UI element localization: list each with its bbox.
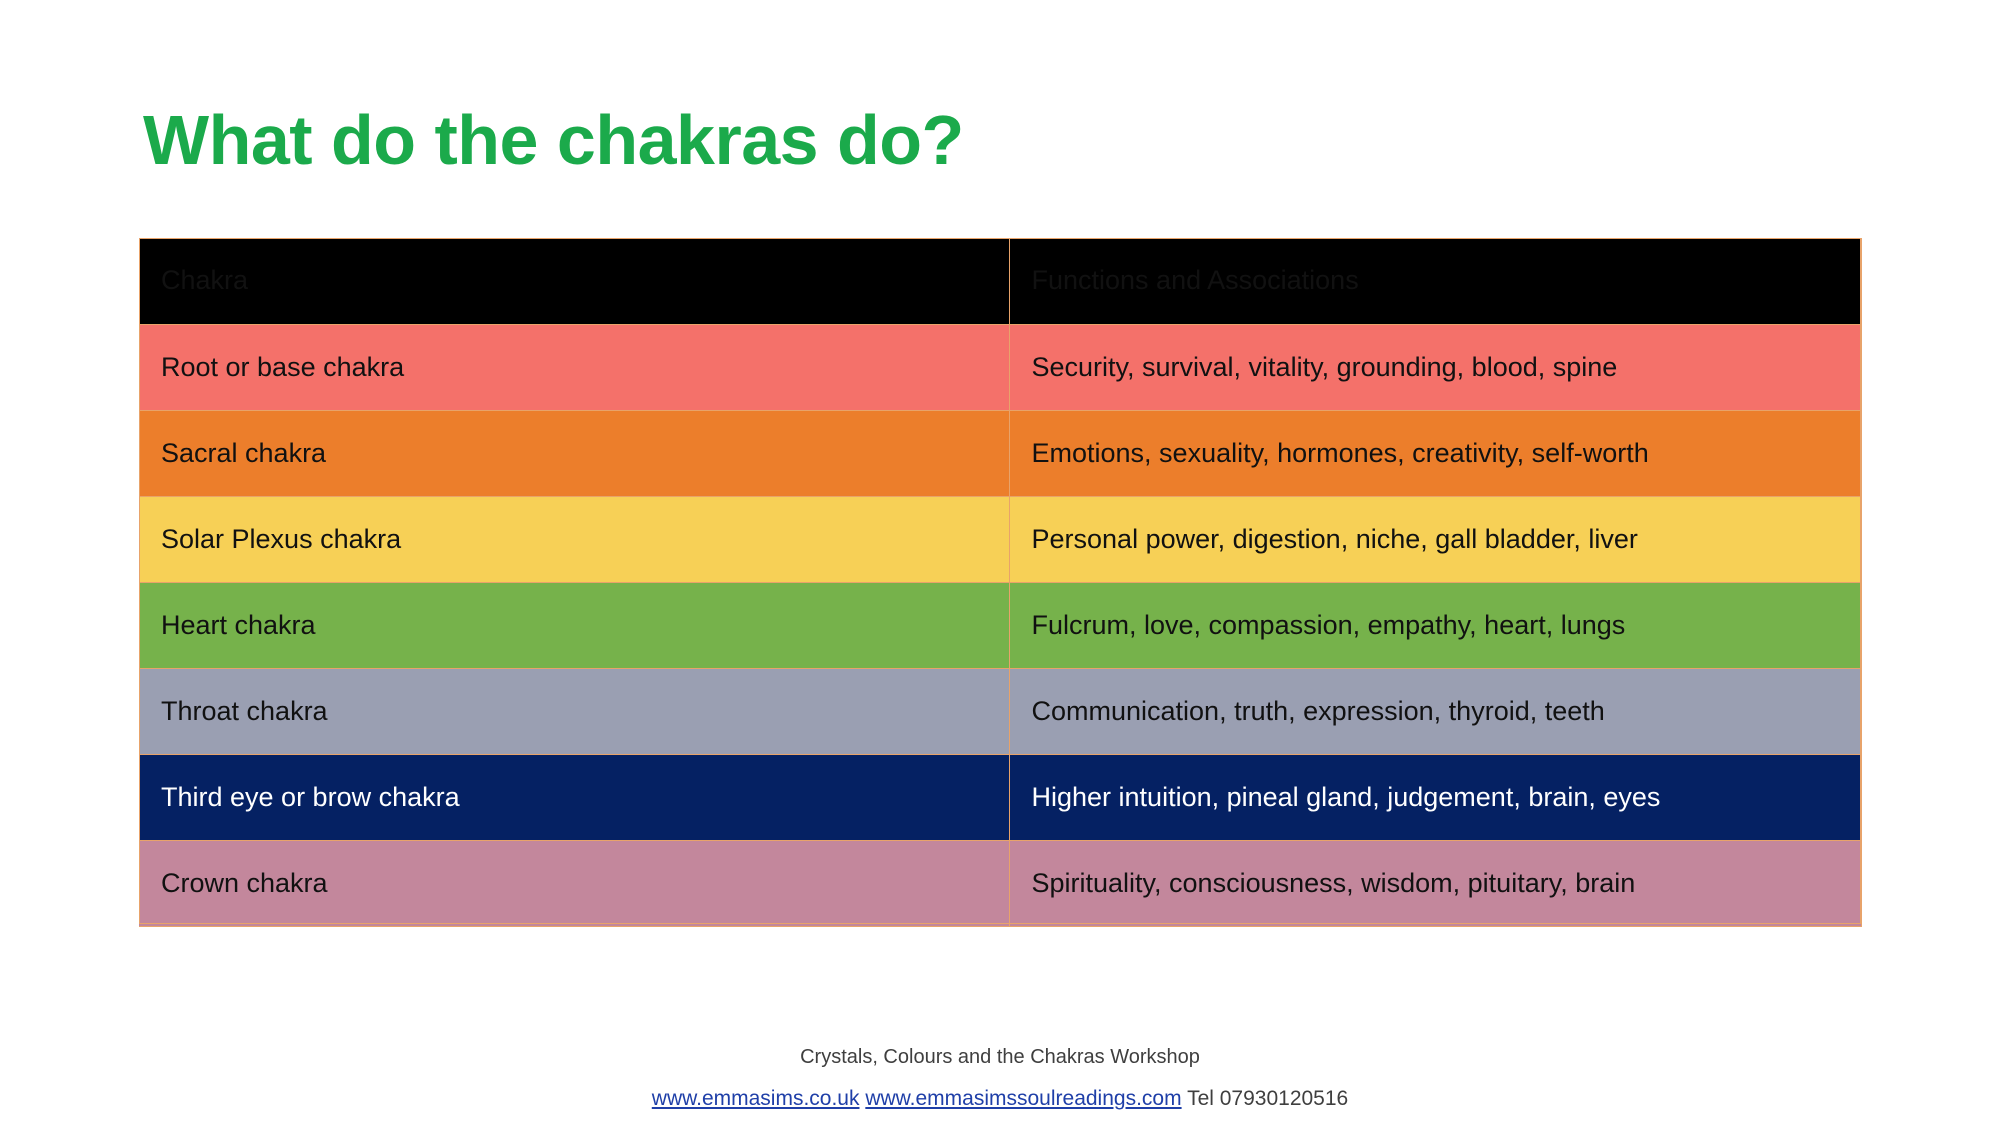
footer-links	[0, 1081, 2000, 1118]
table-row	[139, 582, 1861, 668]
chakra-functions-table	[139, 238, 1862, 927]
cell-chakra-name: Sacral chakra	[139, 410, 1009, 496]
table-row	[139, 324, 1861, 410]
table-body	[139, 324, 1861, 926]
cell-chakra-name: Root or base chakra	[139, 324, 1009, 410]
cell-chakra-name: Solar Plexus chakra	[139, 496, 1009, 582]
table-row	[139, 754, 1861, 840]
cell-chakra-functions: Higher intuition, pineal gland, judgement, brain, eyes	[1009, 754, 1861, 840]
cell-chakra-name: Crown chakra	[139, 840, 1009, 926]
cell-chakra-functions: Personal power, digestion, niche, gall bladder, liver	[1009, 496, 1861, 582]
cell-chakra-functions: Communication, truth, expression, thyroid, teeth	[1009, 668, 1861, 754]
table-row	[139, 410, 1861, 496]
cell-chakra-functions: Spirituality, consciousness, wisdom, pituitary, brain	[1009, 840, 1861, 926]
footer-link-soulreadings[interactable]: www.emmasimssoulreadings.com	[865, 1087, 1182, 1110]
page-title: What do the chakras do?	[143, 101, 964, 179]
table-header	[139, 238, 1861, 324]
cell-chakra-name: Heart chakra	[139, 582, 1009, 668]
cell-chakra-functions: Fulcrum, love, compassion, empathy, heart, lungs	[1009, 582, 1861, 668]
column-header-chakra: Chakra	[139, 238, 1009, 324]
cell-chakra-functions: Emotions, sexuality, hormones, creativity, self-worth	[1009, 410, 1861, 496]
footer-workshop-title: Crystals, Colours and the Chakras Workshop	[800, 1046, 1200, 1068]
footer-telephone: Tel 07930120516	[1187, 1087, 1349, 1110]
table-row	[139, 668, 1861, 754]
cell-chakra-functions: Security, survival, vitality, grounding, blood, spine	[1009, 324, 1861, 410]
cell-chakra-name: Third eye or brow chakra	[139, 754, 1009, 840]
column-header-functions: Functions and Associations	[1009, 238, 1861, 324]
slide-footer	[0, 1040, 2000, 1118]
footer-link-emmasims[interactable]: www.emmasims.co.uk	[651, 1087, 860, 1110]
table-header-row	[139, 238, 1861, 324]
table-row	[139, 840, 1861, 926]
cell-chakra-name: Throat chakra	[139, 668, 1009, 754]
table-row	[139, 496, 1861, 582]
